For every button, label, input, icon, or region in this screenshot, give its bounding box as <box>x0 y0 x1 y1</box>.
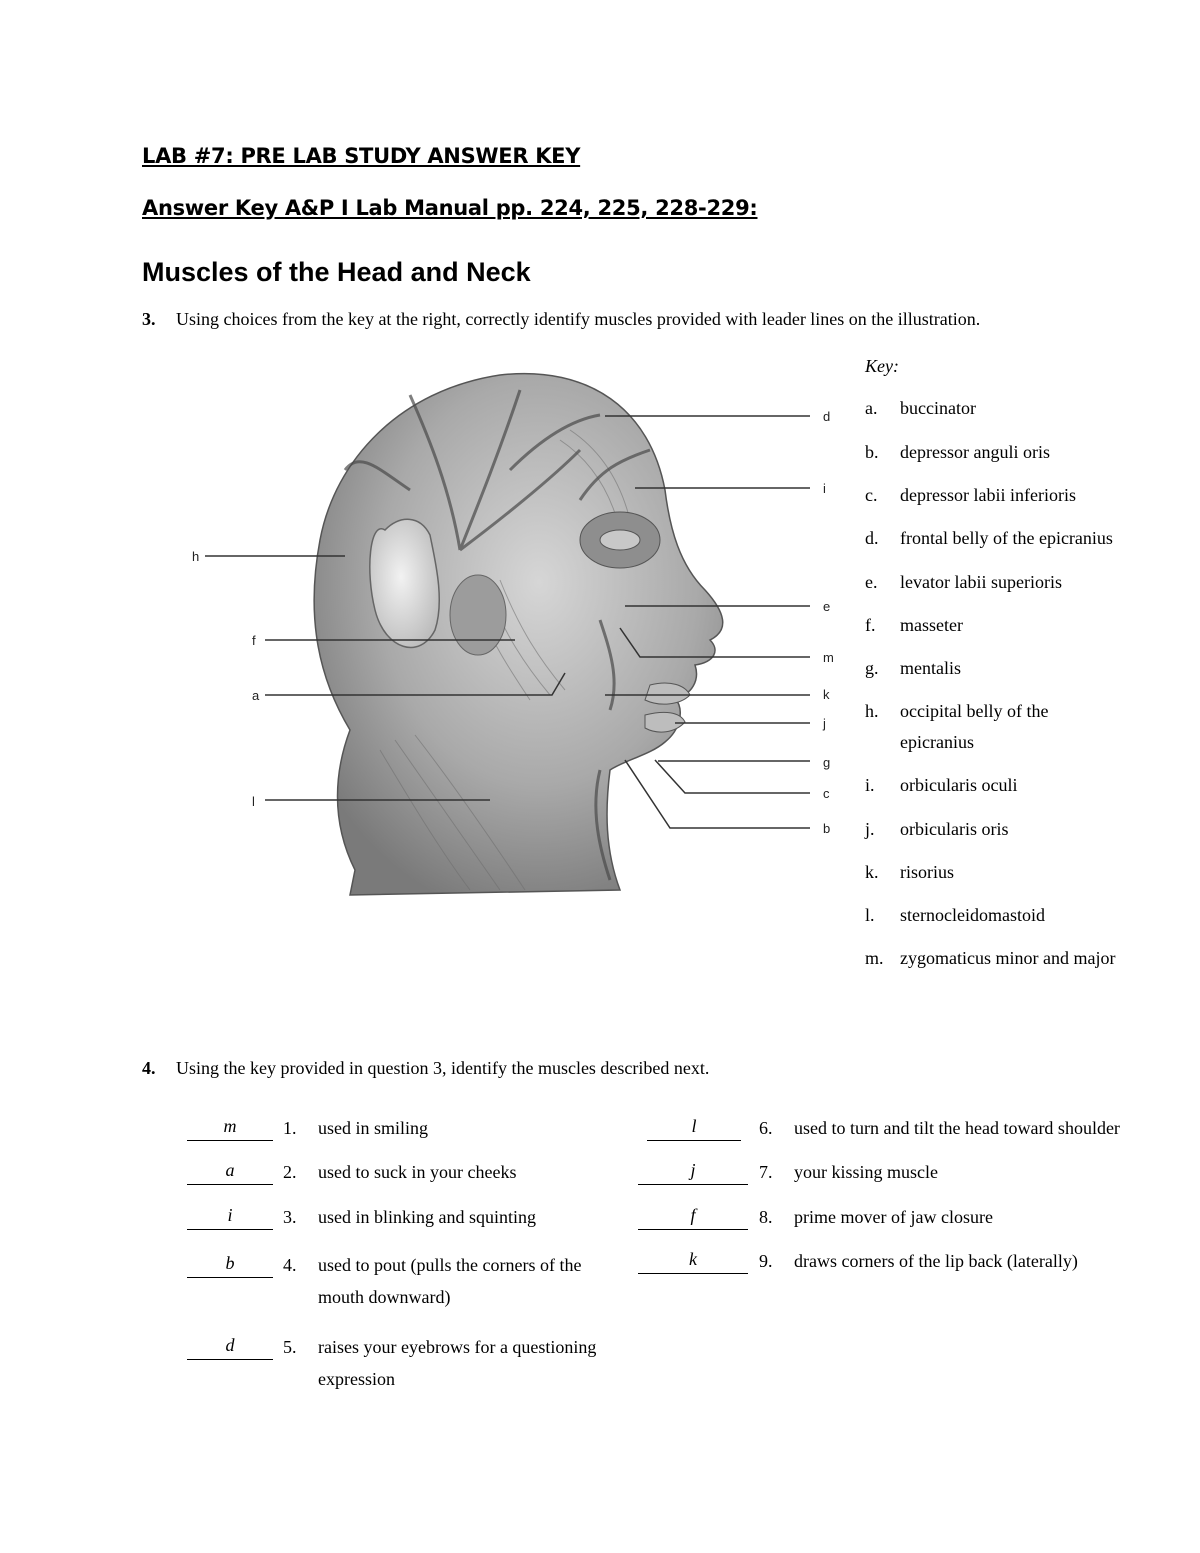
key-item-letter: i. <box>865 775 875 795</box>
key-item-text: depressor anguli oris <box>900 442 1050 462</box>
figure-label-j: j <box>823 716 826 731</box>
leader-line-b <box>625 760 810 828</box>
figure-label-b: b <box>823 821 831 836</box>
head-silhouette <box>314 374 723 895</box>
q4-item-text: used in smiling <box>318 1118 429 1138</box>
question-4-text: Using the key provided in question 3, identify the muscles described next. <box>176 1058 710 1078</box>
q4-answer-blank: m <box>187 1116 273 1141</box>
q4-item-number: 4. <box>283 1255 297 1275</box>
key-item-text: levator labii superioris <box>900 572 1062 592</box>
q4-item-text: used to pout (pulls the corners of the <box>318 1255 582 1275</box>
key-item-text: frontal belly of the epicranius <box>900 528 1113 548</box>
q4-item-number: 1. <box>283 1118 297 1138</box>
figure-label-a: a <box>252 688 260 703</box>
q4-item-text-continued: expression <box>318 1369 395 1389</box>
key-item-letter: g. <box>865 658 879 678</box>
lab-title: LAB #7: PRE LAB STUDY ANSWER KEY <box>142 144 581 168</box>
key-item-letter: k. <box>865 862 879 882</box>
head-neck-muscle-illustration <box>180 350 860 910</box>
figure-label-h: h <box>192 549 200 564</box>
q4-answer-blank: l <box>647 1116 741 1141</box>
q4-answer-blank: a <box>187 1160 273 1185</box>
key-item-letter: f. <box>865 615 876 635</box>
q4-item-text-continued: mouth downward) <box>318 1287 451 1307</box>
figure-label-e: e <box>823 599 831 614</box>
q4-item-number: 7. <box>759 1162 773 1182</box>
q4-answer-blank: d <box>187 1335 273 1360</box>
key-item-text-continued: epicranius <box>900 732 974 752</box>
key-item-text: occipital belly of the <box>900 701 1049 721</box>
q4-item-text: your kissing muscle <box>794 1162 938 1182</box>
key-item-letter: e. <box>865 572 878 592</box>
key-item-text: zygomaticus minor and major <box>900 948 1116 968</box>
key-item-letter: m. <box>865 948 884 968</box>
q4-item-text: prime mover of jaw closure <box>794 1207 993 1227</box>
q4-item-text: used in blinking and squinting <box>318 1207 536 1227</box>
key-item-letter: b. <box>865 442 879 462</box>
key-item-letter: h. <box>865 701 879 721</box>
key-item-text: depressor labii inferioris <box>900 485 1076 505</box>
question-3-text: Using choices from the key at the right, correctly identify muscles provided with leader lines on the illustration. <box>176 309 981 329</box>
figure-label-l: l <box>252 794 255 809</box>
answer-key-reference: Answer Key A&P I Lab Manual pp. 224, 225, 228-229: <box>142 196 758 220</box>
q4-answer-blank: i <box>187 1205 273 1230</box>
key-item-letter: c. <box>865 485 878 505</box>
q4-item-text: raises your eyebrows for a questioning <box>318 1337 597 1357</box>
question-4-number: 4. <box>142 1058 156 1078</box>
q4-item-text: draws corners of the lip back (laterally) <box>794 1251 1078 1271</box>
figure-label-i: i <box>823 481 826 496</box>
key-item-text: masseter <box>900 615 963 635</box>
figure-label-g: g <box>823 755 831 770</box>
key-item-letter: a. <box>865 398 878 418</box>
figure-label-k: k <box>823 687 830 702</box>
q4-item-number: 5. <box>283 1337 297 1357</box>
q4-answer-blank: k <box>638 1249 748 1274</box>
head-neck-svg <box>180 350 860 910</box>
parotid-gland <box>450 575 506 655</box>
q4-item-number: 9. <box>759 1251 773 1271</box>
q4-item-number: 8. <box>759 1207 773 1227</box>
key-item-letter: j. <box>865 819 875 839</box>
q4-answer-blank: j <box>638 1160 748 1185</box>
key-item-text: risorius <box>900 862 954 882</box>
key-item-text: mentalis <box>900 658 961 678</box>
figure-label-c: c <box>823 786 830 801</box>
q4-item-number: 2. <box>283 1162 297 1182</box>
key-item-letter: l. <box>865 905 875 925</box>
section-title: Muscles of the Head and Neck <box>142 257 531 287</box>
figure-label-f: f <box>252 633 256 648</box>
q4-item-number: 3. <box>283 1207 297 1227</box>
q4-item-text: used to suck in your cheeks <box>318 1162 517 1182</box>
figure-label-m: m <box>823 650 834 665</box>
figure-label-d: d <box>823 409 831 424</box>
key-title: Key: <box>865 356 899 376</box>
q4-answer-blank: b <box>187 1253 273 1278</box>
key-item-text: buccinator <box>900 398 976 418</box>
key-item-letter: d. <box>865 528 879 548</box>
q4-answer-blank: f <box>638 1205 748 1230</box>
q4-item-number: 6. <box>759 1118 773 1138</box>
leader-line-c <box>655 760 810 793</box>
question-3-number: 3. <box>142 309 156 329</box>
key-item-text: orbicularis oris <box>900 819 1009 839</box>
q4-item-text: used to turn and tilt the head toward shoulder <box>794 1118 1120 1138</box>
key-item-text: sternocleidomastoid <box>900 905 1045 925</box>
key-item-text: orbicularis oculi <box>900 775 1018 795</box>
